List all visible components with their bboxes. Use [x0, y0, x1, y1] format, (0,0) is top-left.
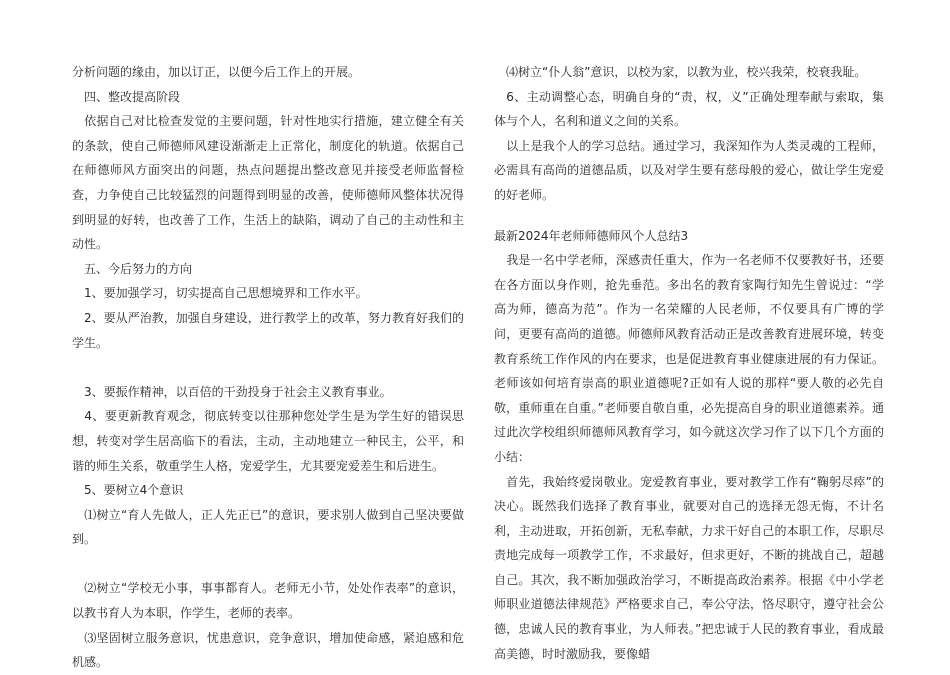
list-item: 5、要树立4个意识 — [72, 483, 184, 498]
list-item: 2、要从严治教，加强自身建设，进行教学上的改革，努力教育好我们的学生。 — [72, 310, 464, 350]
article-title: 最新2024年老师师德师风个人总结3 — [494, 228, 689, 243]
list-item: 1、要加强学习，切实提高自己思想境界和工作水平。 — [72, 286, 368, 301]
list-item: ⑵树立“学校无小事，事事都育人。老师无小节，处处作表率”的意识，以教书育人为本职，作学生，老师的表率。 — [72, 581, 464, 621]
paragraph: 首先，我始终爱岗敬业。宠爱教育事业，要对教学工作有“鞠躬尽瘁”的决心。既然我们选择了教育事业，就要对自己的选择无怨无悔，不计名利，主动进取，开拓创新，无私奉献，力求干好自己的本职工作，尽职尽责地完成每一项教学工作，不求最好，但求更好，不断的挑战自己，超越自己。其次，我不断加强政治学习，不断提高政治素养。根据《中小学老师职业道德法律规范》严格要求自己，奉公守法，恪尽职守，遵守社会公德，忠诚人民的教育事业，为人师表。”把忠诚于人民的教育事业，看成最高美德，时时激励我，要像蜡 — [494, 474, 884, 661]
section-heading: 四、整改提高阶段 — [72, 89, 181, 104]
list-item: 4、要更新教育观念，彻底转变以往那种您处学生是为学生好的错误思想，转变对学生居高临下的看法，主动，主动地建立一种民主，公平，和谐的师生关系，敬重学生人格，宠爱学生，尤其要宠爱差生和后进生。 — [72, 409, 464, 473]
paragraph: 依据自己对比检查发觉的主要问题，针对性地实行措施，建立健全有关的条款，使自己师德师风建设渐渐走上正常化，制度化的轨道。依据自己在师德师风方面突出的问题，热点问题提出整改意见并接受老师监督检查，力争使自己比较猛烈的问题得到明显的改善，使师德师风整体状况得到明显的好转，也改善了工作，生活上的缺陷，调动了自己的主动性和主动性。 — [72, 114, 464, 252]
list-item: 6、主动调整心态，明确自身的“责，权，义”正确处理奉献与索取，集体与个人，名利和道义之间的关系。 — [494, 89, 884, 129]
blank-line — [494, 208, 884, 224]
paragraph: 分析问题的缘由，加以订正，以便今后工作上的开展。 — [72, 65, 361, 79]
list-item: ⑶坚固树立服务意识，忧患意识，竞争意识，增加使命感，紧迫感和危机感。 — [72, 630, 464, 670]
paragraph: 以上是我个人的学习总结。通过学习，我深知作为人类灵魂的工程师，必需具有高尚的道德品质，以及对学生要有慈母般的爱心，做让学生宠爱的好老师。 — [494, 138, 884, 202]
left-column — [72, 60, 464, 675]
right-column — [494, 60, 884, 666]
list-item: ⑴树立“育人先做人，正人先正已”的意识，要求别人做到自己坚决要做到。 — [72, 507, 464, 547]
section-heading: 五、今后努力的方向 — [72, 261, 193, 276]
paragraph: 我是一名中学老师，深感责任重大，作为一名老师不仅要教好书，还要在各方面以身作则，抢先垂范。多出名的教育家陶行知先生曾说过：“学高为师，德高为范”。作为一名荣耀的人民老师，不仅要具有广博的学问，更要有高尚的道德。师德师风教育活动正是改善教育进展环境，转变教育系统工作作风的内在要求，也是促进教育事业健康进展的有力保证。老师该如何培育崇高的职业道德呢?正如有人说的那样“要人敬的必先自敬，重师重在自重。”老师要自敬自重，必先提高自身的职业道德素养。通过此次学校组织师德师风教育学习，如今就这次学习作了以下几个方面的小结： — [494, 253, 884, 464]
list-item: ⑷树立“仆人翁”意识，以校为家，以教为业，校兴我荣，校衰我耻。 — [494, 65, 867, 79]
list-item: 3、要振作精神，以百倍的干劲投身于社会主义教育事业。 — [72, 384, 392, 399]
blank-line — [72, 355, 464, 380]
blank-line — [72, 552, 464, 577]
